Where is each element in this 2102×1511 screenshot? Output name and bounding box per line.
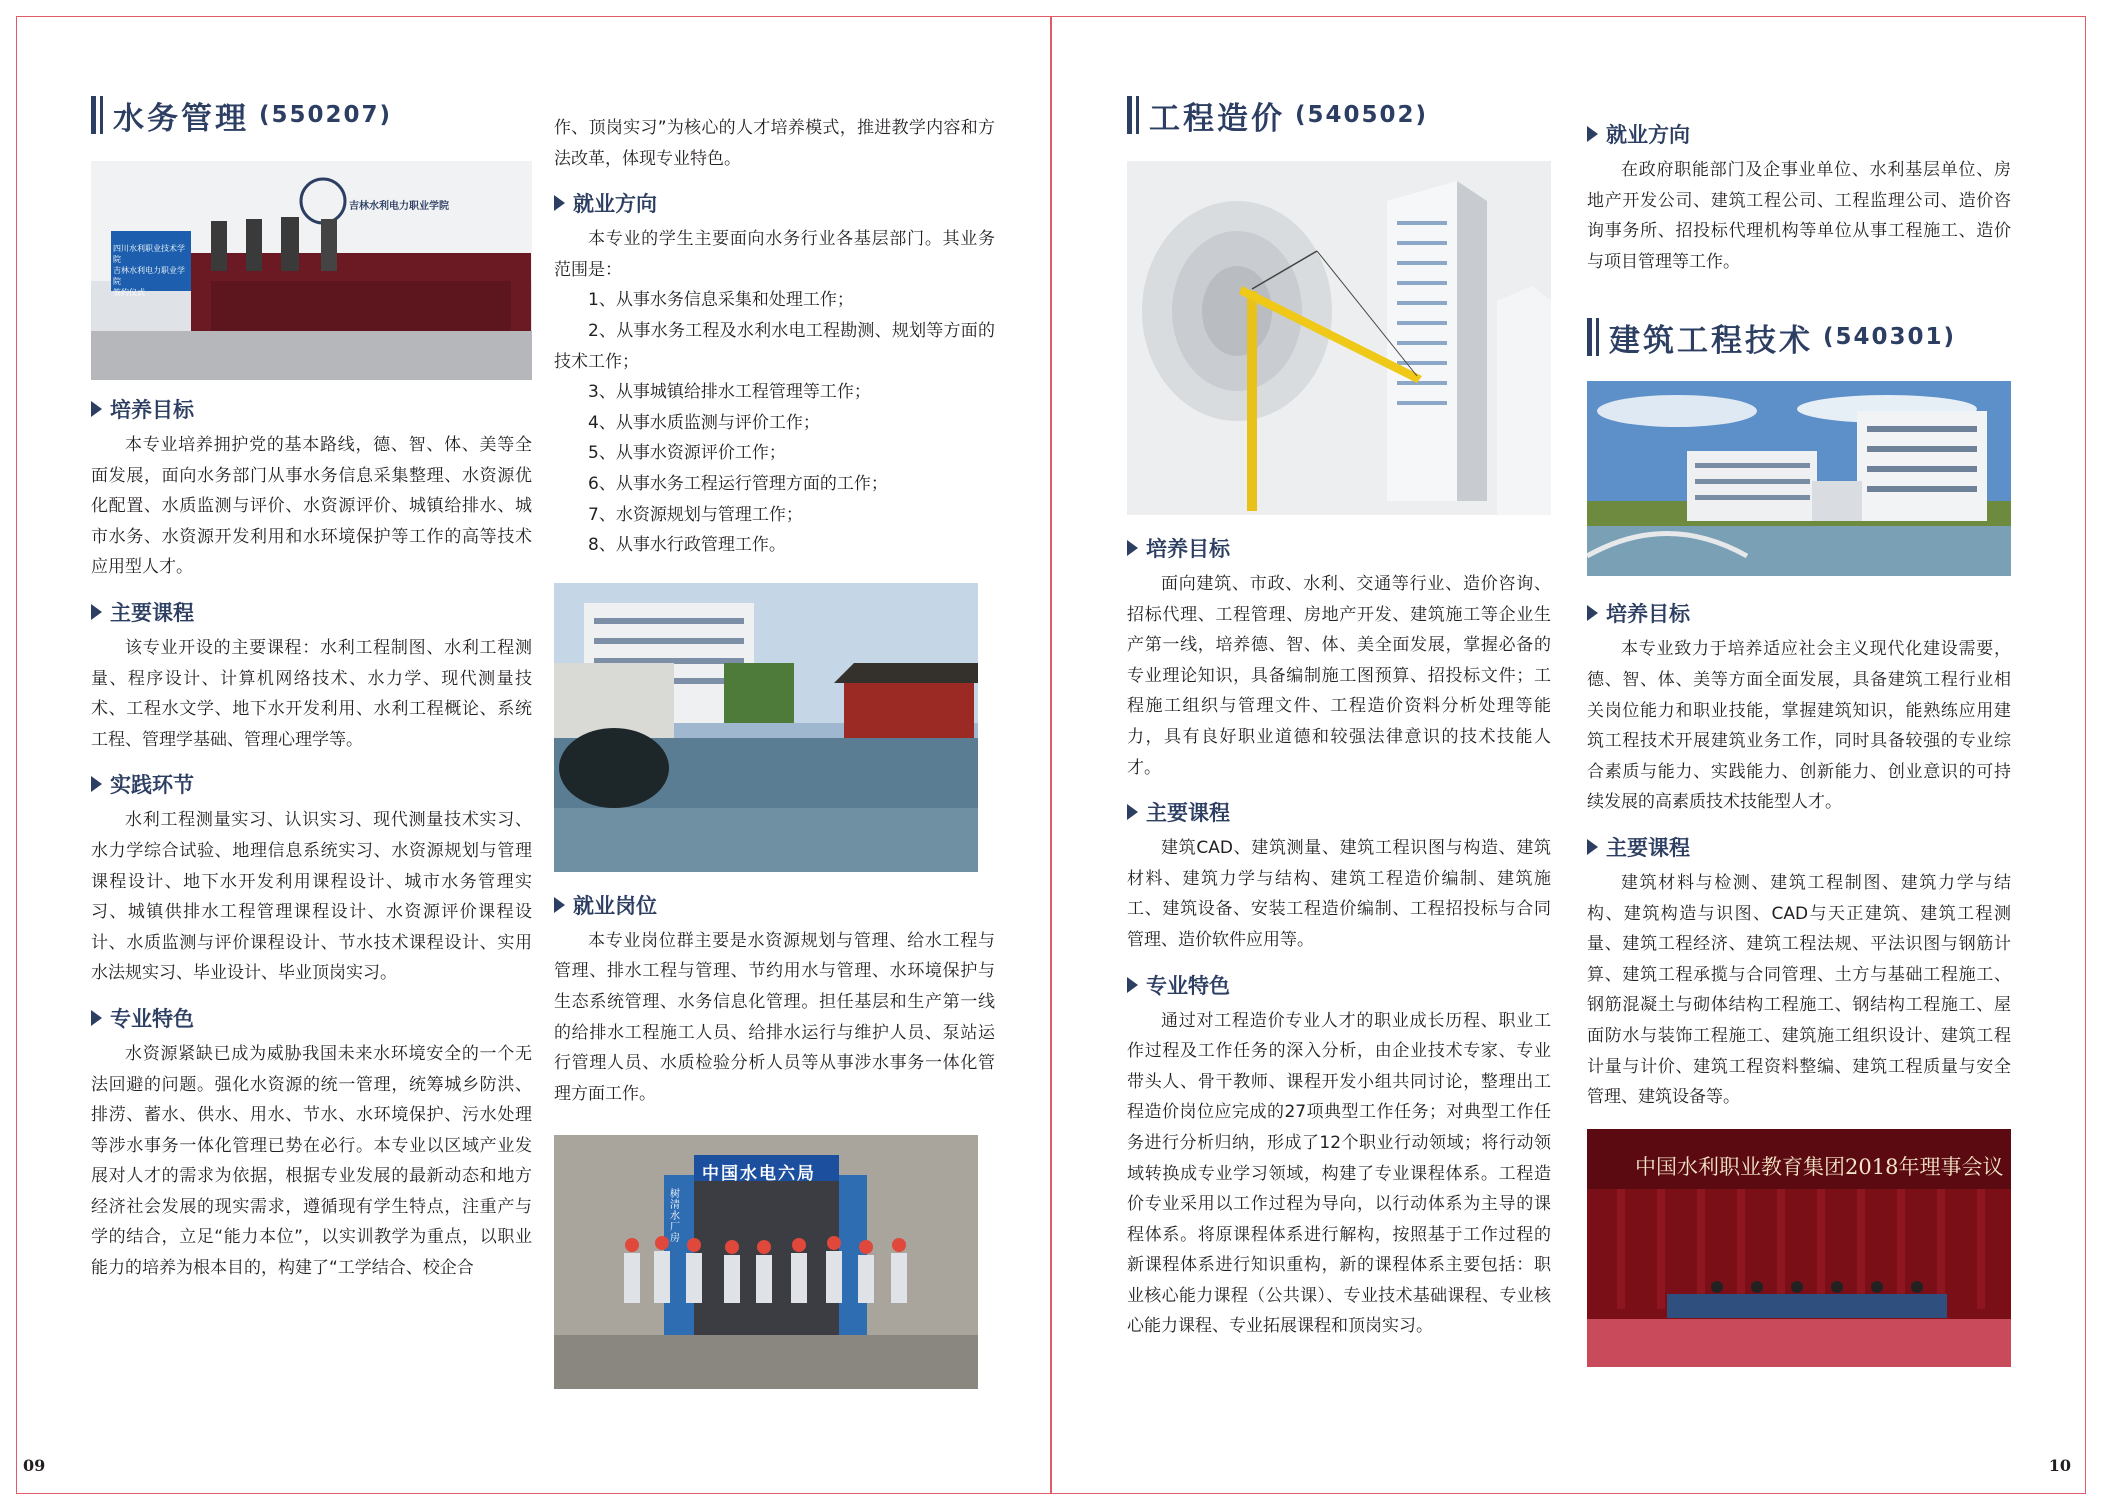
campus-lake-photo	[554, 583, 978, 872]
section-heading-positions: 就业岗位	[554, 890, 995, 920]
signing-screen-line1: 四川水利职业技术学院	[113, 244, 185, 264]
right-column-2	[1587, 119, 2011, 1367]
section-heading-direction: 就业方向	[554, 188, 995, 218]
section-heading-goal: 培养目标	[91, 394, 532, 424]
section-heading-courses: 主要课程	[91, 597, 532, 627]
major-code: (540301)	[1823, 324, 1957, 351]
signing-screen-line3: 签约仪式	[113, 288, 145, 297]
signing-ceremony-photo	[91, 161, 532, 380]
triangle-icon	[1587, 839, 1598, 855]
signing-screen-line2: 吉林水利电力职业学院	[113, 266, 185, 286]
list-item: 3、从事城镇给排水工程管理等工作；	[588, 382, 871, 403]
site-sign-text: 树清水厂房	[670, 1189, 680, 1245]
major-title-cost	[1127, 85, 1551, 145]
major-code: (540502)	[1295, 102, 1429, 128]
triangle-icon	[91, 776, 102, 792]
title-bars-icon	[91, 96, 103, 134]
list-item: 1、从事水务信息采集和处理工作；	[588, 290, 854, 311]
signing-wall-text: 吉林水利电力职业学院	[349, 201, 449, 212]
list-item: 6、从事水务工程运行管理方面的工作；	[588, 473, 888, 494]
left-page	[16, 16, 1052, 1494]
left-column-2	[554, 113, 995, 1389]
list-item: 5、从事水资源评价工作；	[588, 443, 786, 464]
practice-text: 水利工程测量实习、认识实习、现代测量技术实习、水力学综合试验、地理信息系统实习、水资源规划与管理课程设计、地下水开发利用课程设计、城市水务管理实习、城镇供排水工程管理课程设计、水资源评价课程设计、水质监测与评价课程设计、节水技术课程设计、实用水法规实习、毕业设计、毕业顶岗实习。	[91, 810, 532, 984]
crane-illustration-photo	[1127, 161, 1551, 515]
courses-text-2: 建筑材料与检测、建筑工程制图、建筑力学与结构、建筑构造与识图、CAD与天正建筑、建筑工程测量、建筑工程经济、建筑工程法规、平法识图与钢筋计算、建筑工程承揽与合同管理、土方与基础工程施工、钢筋混凝土与砌体结构工程施工、钢结构工程施工、屋面防水与装饰工程施工、建筑施工组织设计、建筑工程计量与计价、建筑工程资料整编、建筑工程质量与安全管理、建筑设备等。	[1587, 872, 2011, 1108]
right-column-1	[1127, 85, 1551, 1342]
title-bars-icon	[1587, 318, 1599, 356]
section-heading-feature: 专业特色	[1127, 970, 1551, 1000]
page-number-right: 10	[2048, 1456, 2071, 1475]
goal-text-2: 本专业致力于培养适应社会主义现代化建设需要，德、智、体、美等方面全面发展，具备建筑工程行业相关岗位能力和职业技能，掌握建筑知识，能熟练应用建筑工程技术开展建筑业务工作，同时具备较强的专业综合素质与能力、实践能力、创新能力、创业意识的可持续发展的高素质技术技能型人才。	[1587, 639, 2011, 813]
meeting-banner-text: 中国水利职业教育集团2018年理事会议	[1635, 1154, 2004, 1179]
triangle-icon	[1127, 804, 1138, 820]
courses-text: 该专业开设的主要课程：水利工程制图、水利工程测量、程序设计、计算机网络技术、水力学、现代测量技术、工程水文学、地下水开发利用、水利工程概论、系统工程、管理学基础、管理心理学等。	[91, 637, 532, 750]
page-number-left: 09	[23, 1456, 46, 1475]
site-banner-text: 中国水电六局	[702, 1164, 816, 1185]
triangle-icon	[91, 604, 102, 620]
direction-intro: 本专业的学生主要面向水务行业各基层部门。其业务范围是：	[554, 229, 995, 280]
goal-text: 本专业培养拥护党的基本路线，德、智、体、美等全面发展，面向水务部门从事水务信息采集整理、水资源优化配置、水质监测与评价、水资源评价、城镇给排水、城市水务、水资源开发利用和水环境保护等工作的高等技术应用型人才。	[91, 435, 532, 578]
section-heading-courses: 主要课程	[1127, 797, 1551, 827]
section-heading-practice: 实践环节	[91, 769, 532, 799]
direction-text: 在政府职能部门及企事业单位、水利基层单位、房地产开发公司、建筑工程公司、工程监理公司、造价咨询事务所、招投标代理机构等单位从事工程施工、造价与项目管理等工作。	[1587, 160, 2011, 272]
section-heading-goal-2: 培养目标	[1587, 598, 2011, 628]
major-name: 工程造价	[1149, 100, 1285, 137]
major-code: (550207)	[259, 102, 393, 128]
triangle-icon	[1587, 605, 1598, 621]
major-title-water-affairs	[91, 85, 532, 145]
feature-text: 通过对工程造价专业人才的职业成长历程、职业工作过程及工作任务的深入分析，由企业技术专家、专业带头人、骨干教师、课程开发小组共同讨论，整理出工程造价岗位应完成的27项典型工作任务；对典型工作任务进行分析归纳，形成了12个职业行动领域；将行动领域转换成专业学习领域，构建了专业课程体系。工程造价专业采用以工作过程为导向，以行动体系为主导的课程体系。将原课程体系进行解构，按照基于工作过程的新课程体系进行知识重构，新的课程体系主要包括：职业核心能力课程（公共课）、专业技术基础课程、专业核心能力课程、专业拓展课程和顶岗实习。	[1127, 1010, 1551, 1337]
triangle-icon	[554, 897, 565, 913]
list-item: 2、从事水务工程及水利水电工程勘测、规划等方面的技术工作；	[554, 320, 995, 372]
positions-text: 本专业岗位群主要是水资源规划与管理、给水工程与管理、排水工程与管理、节约用水与管理、水环境保护与生态系统管理、水务信息化管理。担任基层和生产第一线的给排水工程施工人员、给排水运行与维护人员、泵站运行管理人员、水质检验分析人员等从事涉水事务一体化管理方面工作。	[554, 930, 995, 1104]
list-item: 4、从事水质监测与评价工作；	[588, 412, 820, 433]
left-column-1	[91, 85, 532, 1284]
campus-buildings-photo	[1587, 381, 2011, 576]
section-heading-feature: 专业特色	[91, 1003, 532, 1033]
feature-text-continued: 作、顶岗实习”为核心的人才培养模式，推进教学内容和方法改革，体现专业特色。	[554, 118, 995, 169]
goal-text: 面向建筑、市政、水利、交通等行业、造价咨询、招标代理、工程管理、房地产开发、建筑施工等企业生产第一线，培养德、智、体、美全面发展，掌握必备的专业理论知识，具备编制施工图预算、招投标文件；工程施工组织与管理文件、工程造价资料分析处理等能力，具有良好职业道德和较强法律意识的技术技能人才。	[1127, 574, 1551, 778]
list-item: 8、从事水行政管理工作。	[588, 535, 786, 556]
major-title-building	[1587, 307, 2011, 367]
list-item: 7、水资源规划与管理工作；	[588, 504, 803, 525]
right-page	[1050, 16, 2086, 1494]
section-heading-goal: 培养目标	[1127, 533, 1551, 563]
triangle-icon	[91, 1010, 102, 1026]
triangle-icon	[1127, 977, 1138, 993]
triangle-icon	[554, 195, 565, 211]
section-heading-courses-2: 主要课程	[1587, 832, 2011, 862]
triangle-icon	[1127, 540, 1138, 556]
major-name: 水务管理	[113, 100, 249, 137]
title-bars-icon	[1127, 96, 1139, 134]
meeting-photo	[1587, 1129, 2011, 1367]
section-heading-direction: 就业方向	[1587, 119, 2011, 149]
feature-text: 水资源紧缺已成为威胁我国未来水环境安全的一个无法回避的问题。强化水资源的统一管理，统筹城乡防洪、排涝、蓄水、供水、用水、节水、水环境保护、污水处理等涉水事务一体化管理已势在必行。本专业以区域产业发展对人才的需求为依据，根据专业发展的最新动态和地方经济社会发展的现实需求，遵循现有学生特点，注重产与学的结合，立足“能力本位”，以实训教学为重点，以职业能力的培养为根本目的，构建了“工学结合、校企合	[91, 1043, 532, 1279]
triangle-icon	[1587, 126, 1598, 142]
major-name: 建筑工程技术	[1609, 322, 1813, 359]
construction-site-photo	[554, 1135, 978, 1389]
courses-text: 建筑CAD、建筑测量、建筑工程识图与构造、建筑材料、建筑力学与结构、建筑工程造价编制、建筑施工、建筑设备、安装工程造价编制、工程招投标与合同管理、造价软件应用等。	[1127, 838, 1551, 950]
direction-list	[554, 224, 995, 561]
triangle-icon	[91, 401, 102, 417]
